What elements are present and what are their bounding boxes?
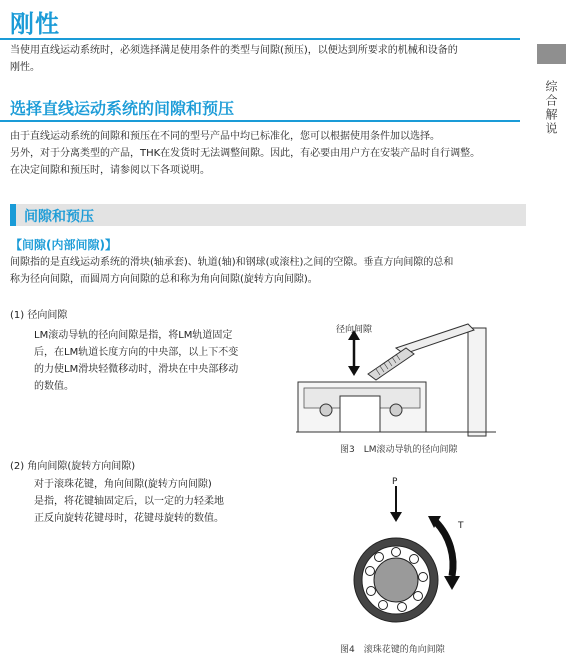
item1-line: 的数值。 xyxy=(34,381,74,392)
ball-spline-figure xyxy=(340,476,470,636)
side-tab xyxy=(537,44,566,64)
item2-paragraph xyxy=(34,476,224,527)
section1-line: 在决定间隙和预压时，请参阅以下各项说明。 xyxy=(10,165,210,176)
intro-paragraph xyxy=(10,42,458,76)
item1-line: 的力使LM滑块轻微移动时，滑块在中央部移动 xyxy=(34,364,239,375)
figure3-caption: 图3 LM滚动导轨的径向间隙 xyxy=(340,445,458,455)
item2-title: (2) 角向间隙(旋转方向间隙) xyxy=(10,461,136,472)
torque-t-label: T xyxy=(458,521,464,531)
subsection-header-bar xyxy=(10,204,526,226)
item1-paragraph xyxy=(34,327,238,395)
radial-clearance-label: 径向间隙 xyxy=(336,325,373,335)
lm-guide-figure xyxy=(296,318,496,438)
item2-line: 正反向旋转花键母时，花键母旋转的数值。 xyxy=(34,513,224,524)
item2-line: 对于滚珠花键，角向间隙(旋转方向间隙) xyxy=(34,479,212,490)
intro-line: 当使用直线运动系统时，必须选择满足使用条件的类型与间隙(预压)，以便达到所要求的机械和设备的 xyxy=(10,45,458,56)
clearance-line: 称为径向间隙，而圆周方向间隙的总和称为角向间隙(旋转方向间隙)。 xyxy=(10,274,318,285)
page-title: 刚性 xyxy=(10,10,60,38)
clearance-paragraph xyxy=(10,254,453,288)
clearance-subheading: 【间隙(内部间隙)】 xyxy=(10,238,117,252)
section-heading: 选择直线运动系统的间隙和预压 xyxy=(10,99,235,118)
figure4-caption: 图4 滚珠花键的角向间隙 xyxy=(340,645,445,655)
clearance-line: 间隙指的是直线运动系统的滑块(轴承套)、轨道(轴)和钢球(或滚柱)之间的空隙。垂直方向间隙的总和 xyxy=(10,257,454,268)
section1-paragraph xyxy=(10,128,480,179)
header-marker xyxy=(10,204,16,226)
load-p-label: P xyxy=(392,477,398,487)
section-rule xyxy=(0,120,520,122)
item2-line: 是指，将花键轴固定后，以一定的力轻柔地 xyxy=(34,496,224,507)
item1-line: LM滚动导轨的径向间隙是指，将LM轨道固定 xyxy=(34,330,233,341)
item1-line: 后，在LM轨道长度方向的中央部，以上下不变 xyxy=(34,347,239,358)
item1-title: (1) 径向间隙 xyxy=(10,310,68,321)
section1-line: 由于直线运动系统的间隙和预压在不同的型号产品中均已标准化，您可以根据使用条件加以选择。 xyxy=(10,131,440,142)
subsection-heading: 间隙和预压 xyxy=(24,209,94,225)
title-rule xyxy=(0,38,520,40)
intro-line: 刚性。 xyxy=(10,62,40,73)
side-label: 综合解说 xyxy=(544,80,558,136)
section1-line: 另外，对于分离类型的产品，THK在发货时无法调整间隙。因此，有必要由用户方在安装产品时自行调整。 xyxy=(10,148,481,159)
